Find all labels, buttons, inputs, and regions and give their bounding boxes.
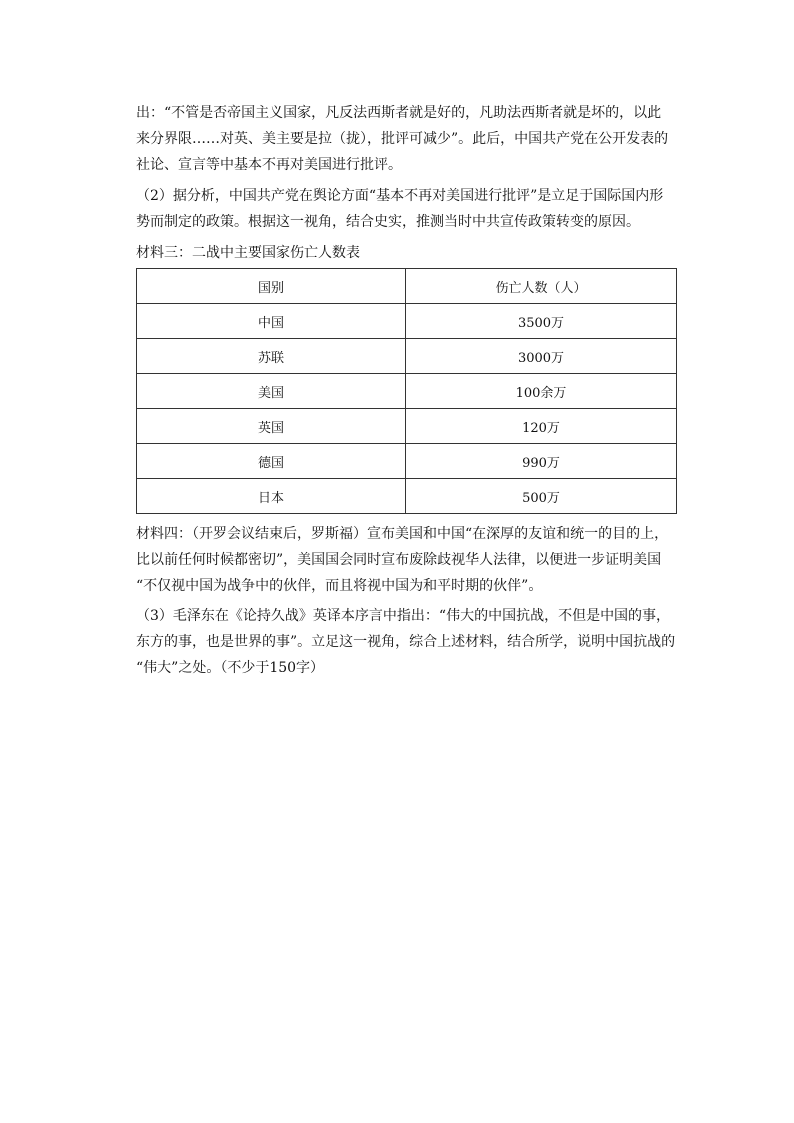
cell-country: 美国 (137, 374, 406, 409)
paragraph-line: “伟大”之处。（不少于150字） (136, 660, 325, 676)
table-header-row (137, 269, 677, 304)
document-page (136, 100, 676, 681)
paragraph-line: 势而制定的政策。根据这一视角，结合史实，推测当时中共宣传政策转变的原因。 (136, 214, 640, 230)
table-row (137, 339, 677, 374)
paragraph-line: 东方的事，也是世界的事”。立足这一视角，综合上述材料，结合所学，说明中国抗战的 (136, 634, 676, 650)
question-2 (136, 183, 676, 235)
cell-country: 德国 (137, 444, 406, 479)
cell-casualties: 100余万 (406, 374, 677, 409)
material-2-continuation (136, 100, 676, 178)
header-country: 国别 (137, 269, 406, 304)
table-row (137, 304, 677, 339)
material-3-caption: 材料三：二战中主要国家伤亡人数表 (136, 245, 360, 261)
cell-casualties: 120万 (406, 409, 677, 444)
paragraph-line: 来分界限……对英、美主要是拉（拢），批评可减少”。此后，中国共产党在公开发表的 (136, 131, 669, 147)
cell-casualties: 3000万 (406, 339, 677, 374)
material-4 (136, 521, 676, 599)
cell-casualties: 3500万 (406, 304, 677, 339)
casualties-table (136, 268, 677, 514)
paragraph-line: （3）毛泽东在《论持久战》英译本序言中指出：“伟大的中国抗战，不但是中国的事， (136, 608, 671, 624)
paragraph-line: “不仅视中国为战争中的伙伴，而且将视中国为和平时期的伙伴”。 (136, 578, 543, 594)
cell-casualties: 500万 (406, 479, 677, 514)
header-casualties: 伤亡人数（人） (406, 269, 677, 304)
paragraph-line: 材料四：（开罗会议结束后，罗斯福）宣布美国和中国“在深厚的友谊和统一的目的上， (136, 526, 669, 542)
paragraph-line: （2）据分析，中国共产党在舆论方面“基本不再对美国进行批评”是立足于国际国内形 (136, 188, 664, 204)
question-3 (136, 603, 676, 681)
table-row (137, 479, 677, 514)
cell-country: 英国 (137, 409, 406, 444)
table-row (137, 444, 677, 479)
cell-casualties: 990万 (406, 444, 677, 479)
table-row (137, 409, 677, 444)
paragraph-line: 比以前任何时候都密切”，美国国会同时宣布废除歧视华人法律，以便进一步证明美国 (136, 552, 662, 568)
cell-country: 中国 (137, 304, 406, 339)
paragraph-line: 出：“不管是否帝国主义国家，凡反法西斯者就是好的，凡助法西斯者就是坏的，以此 (136, 105, 662, 121)
cell-country: 日本 (137, 479, 406, 514)
table-row (137, 374, 677, 409)
paragraph-line: 社论、宣言等中基本不再对美国进行批评。 (136, 157, 402, 173)
cell-country: 苏联 (137, 339, 406, 374)
